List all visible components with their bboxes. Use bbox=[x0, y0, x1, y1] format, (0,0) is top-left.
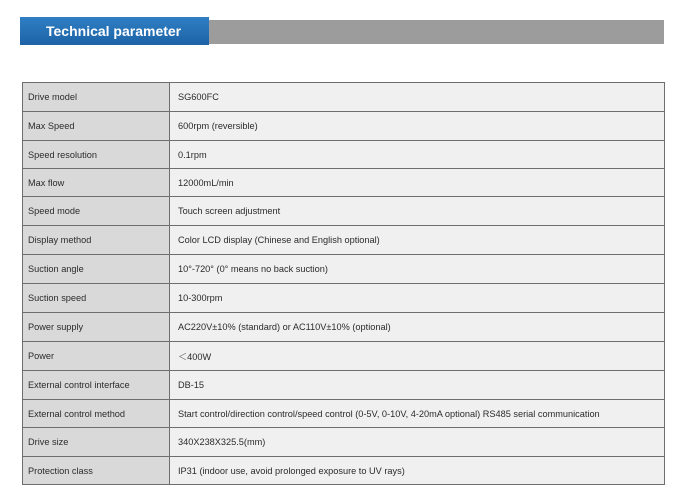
spec-table bbox=[22, 82, 665, 485]
row-label: Max Speed bbox=[23, 112, 170, 141]
row-label: Speed resolution bbox=[23, 141, 170, 169]
row-value: 10°-720° (0° means no back suction) bbox=[170, 255, 665, 284]
row-label: Protection class bbox=[23, 457, 170, 485]
row-label: External control interface bbox=[23, 371, 170, 400]
row-value: 600rpm (reversible) bbox=[170, 112, 665, 141]
row-label: Speed mode bbox=[23, 197, 170, 226]
table-row bbox=[23, 457, 665, 485]
row-value: ＜400W bbox=[170, 342, 665, 371]
table-row bbox=[23, 226, 665, 255]
table-row bbox=[23, 112, 665, 141]
row-value: 10-300rpm bbox=[170, 284, 665, 313]
row-label: Drive size bbox=[23, 428, 170, 457]
spec-table-body bbox=[23, 83, 665, 485]
row-label: External control method bbox=[23, 400, 170, 428]
table-row bbox=[23, 83, 665, 112]
table-row bbox=[23, 255, 665, 284]
table-row bbox=[23, 428, 665, 457]
row-value: DB-15 bbox=[170, 371, 665, 400]
table-row bbox=[23, 141, 665, 169]
row-label: Display method bbox=[23, 226, 170, 255]
row-value: 0.1rpm bbox=[170, 141, 665, 169]
table-row bbox=[23, 400, 665, 428]
row-value: AC220V±10% (standard) or AC110V±10% (optional) bbox=[170, 313, 665, 342]
table-row bbox=[23, 371, 665, 400]
row-value: Touch screen adjustment bbox=[170, 197, 665, 226]
table-row bbox=[23, 284, 665, 313]
row-label: Power bbox=[23, 342, 170, 371]
table-row bbox=[23, 313, 665, 342]
row-value: 12000mL/min bbox=[170, 169, 665, 197]
row-label: Suction angle bbox=[23, 255, 170, 284]
row-label: Drive model bbox=[23, 83, 170, 112]
row-value: IP31 (indoor use, avoid prolonged exposure to UV rays) bbox=[170, 457, 665, 485]
row-value: Start control/direction control/speed control (0-5V, 0-10V, 4-20mA optional) RS485 serial communication bbox=[170, 400, 665, 428]
row-label: Power supply bbox=[23, 313, 170, 342]
row-value: Color LCD display (Chinese and English optional) bbox=[170, 226, 665, 255]
row-label: Suction speed bbox=[23, 284, 170, 313]
row-label: Max flow bbox=[23, 169, 170, 197]
table-row bbox=[23, 342, 665, 371]
row-value: 340X238X325.5(mm) bbox=[170, 428, 665, 457]
row-value: SG600FC bbox=[170, 83, 665, 112]
section-title: Technical parameter bbox=[20, 17, 209, 45]
table-row bbox=[23, 197, 665, 226]
table-row bbox=[23, 169, 665, 197]
